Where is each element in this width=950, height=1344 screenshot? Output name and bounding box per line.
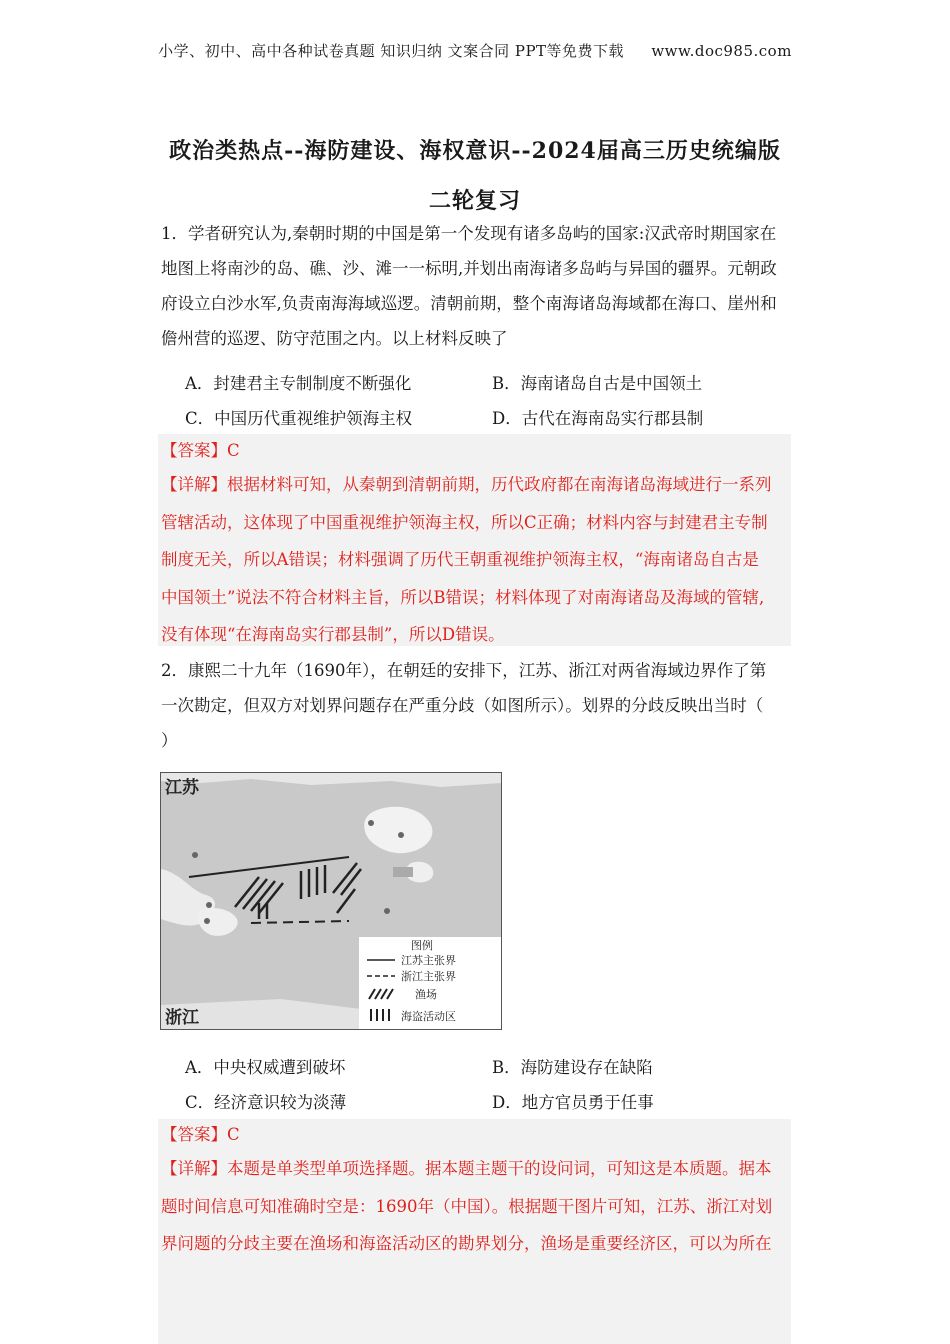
legend-fishing: 渔场	[415, 988, 437, 1001]
legend-title: 图例	[411, 939, 433, 952]
q2-option-d: D．地方官员勇于任事	[492, 1093, 654, 1112]
q1-option-c: C．中国历代重视维护领海主权	[185, 409, 413, 428]
q1-option-a: A．封建君主专制制度不断强化	[185, 374, 412, 393]
island-marker	[368, 820, 374, 826]
question-1	[161, 216, 791, 356]
island-marker	[192, 852, 198, 858]
q2-detail-line: 题时间信息可知准确时空是：1690年（中国）。根据题干图片可知，江苏、浙江对划	[161, 1196, 773, 1216]
q2-answer: 【答案】C	[161, 1125, 240, 1144]
question-2-line: ）	[161, 731, 178, 750]
island-marker	[384, 908, 390, 914]
q1-detail-line: 没有体现“在海南岛实行郡县制”，所以D错误。	[161, 625, 505, 644]
island-marker	[398, 832, 404, 838]
q2-detail	[161, 1150, 791, 1263]
header-site: www.doc985.com	[651, 42, 792, 60]
q1-detail	[161, 466, 791, 654]
q1-option-d: D．古代在海南岛实行郡县制	[492, 409, 704, 428]
question-2-line: 一次勘定，但双方对划界问题存在严重分歧（如图所示）。划界的分歧反映出当时（	[161, 696, 764, 715]
island-marker	[204, 918, 210, 924]
map-label-zhejiang: 浙江	[165, 1008, 199, 1027]
question-1-line: 地图上将南沙的岛、礁、沙、滩一一标明,并划出南海诸多岛屿与异国的疆界。元朝政	[161, 259, 777, 278]
q1-answer: 【答案】C	[161, 441, 240, 460]
legend-jiangsu: 江苏主张界	[401, 954, 456, 967]
legend-zhejiang: 浙江主张界	[401, 970, 456, 983]
q2-detail-line: 【详解】本题是单类型单项选择题。据本题主题干的设问词，可知这是本质题。据本	[161, 1159, 772, 1178]
q2-option-b: B．海防建设存在缺陷	[492, 1058, 653, 1077]
q2-option-a: A．中央权威遭到破坏	[185, 1058, 346, 1077]
question-1-line: 1．学者研究认为,秦朝时期的中国是第一个发现有诸多岛屿的国家:汉武帝时期国家在	[161, 224, 777, 243]
page-header	[0, 40, 950, 61]
document-title-line2: 二轮复习	[428, 188, 521, 214]
boundary-map	[160, 772, 502, 1030]
map-label-jiangsu: 江苏	[165, 778, 199, 797]
question-2-line: 2．康熙二十九年（1690年），在朝廷的安排下，江苏、浙江对两省海域边界作了第	[161, 661, 767, 680]
question-1-line: 府设立白沙水军,负责南海海域巡逻。清朝前期，整个南海诸岛海域都在海口、崖州和	[161, 294, 777, 313]
document-title: 政治类热点--海防建设、海权意识--2024届高三历史统编版	[169, 138, 781, 164]
island-marker	[206, 902, 212, 908]
q2-detail-line: 界问题的分歧主要在渔场和海盗活动区的勘界划分，渔场是重要经济区，可以为所在	[161, 1234, 772, 1253]
boundary-map-svg	[161, 773, 501, 1029]
header-text: 小学、初中、高中各种试卷真题 知识归纳 文案合同 PPT等免费下载	[158, 42, 625, 60]
q1-option-b: B．海南诸岛自古是中国领土	[492, 374, 703, 393]
q1-detail-line: 制度无关，所以A错误；材料强调了历代王朝重视维护领海主权，“海南诸岛自古是	[161, 550, 759, 569]
marked-area	[393, 867, 413, 877]
q2-option-c: C．经济意识较为淡薄	[185, 1093, 347, 1112]
question-2	[161, 653, 791, 758]
legend-pirate: 海盗活动区	[401, 1010, 456, 1023]
q1-detail-line: 【详解】根据材料可知，从秦朝到清朝前期，历代政府都在南海诸岛海域进行一系列	[161, 475, 772, 494]
question-1-line: 儋州营的巡逻、防守范围之内。以上材料反映了	[161, 329, 508, 348]
q1-detail-line: 管辖活动，这体现了中国重视维护领海主权，所以C正确；材料内容与封建君主专制	[161, 512, 768, 532]
q1-detail-line: 中国领土”说法不符合材料主旨，所以B错误；材料体现了对南海诸岛及海域的管辖,	[161, 587, 765, 607]
